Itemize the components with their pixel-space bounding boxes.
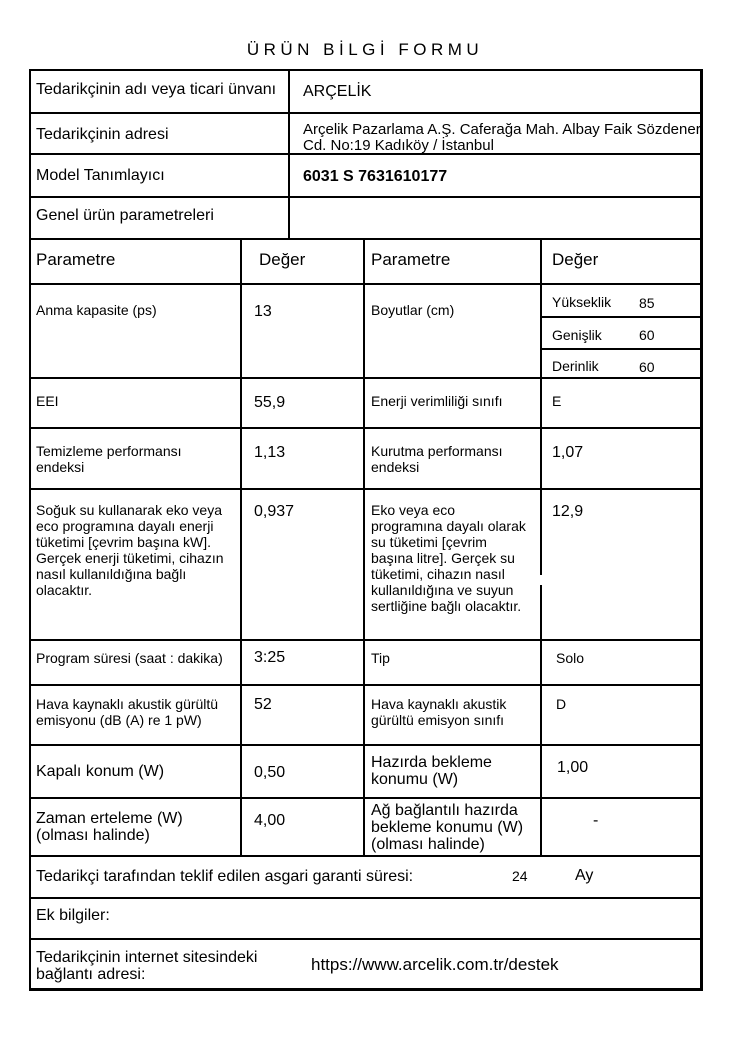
- drying-label: Kurutma performansı: [371, 443, 503, 459]
- divider: [288, 69, 290, 240]
- standby-label: konumu (W): [371, 771, 459, 788]
- capacity-label: Anma kapasite (ps): [36, 302, 157, 318]
- divider: [29, 427, 701, 429]
- standby-value: 1,00: [557, 759, 589, 776]
- height-value: 85: [639, 295, 655, 311]
- network-standby-label: (olması halinde): [371, 836, 485, 853]
- delay-start-label: Zaman erteleme (W): [36, 810, 183, 827]
- noise-emission-label: emisyonu (dB (A) re 1 pW): [36, 712, 202, 728]
- energy-consumption-value: 0,937: [254, 503, 295, 520]
- warranty-unit: Ay: [575, 867, 594, 884]
- website-link[interactable]: https://www.arcelik.com.tr/destek: [311, 955, 559, 974]
- delay-start-value: 4,00: [254, 812, 286, 829]
- water-consumption-label: kullanıldığına ve suyun: [371, 582, 514, 598]
- noise-class-label: Hava kaynaklı akustik: [371, 696, 507, 712]
- water-consumption-label: başına litre]. Gerçek su: [371, 550, 515, 566]
- water-consumption-label: Eko veya eco: [371, 502, 456, 518]
- column-header-param-1: Parametre: [36, 250, 116, 269]
- general-params-label: Genel ürün parametreleri: [36, 207, 214, 224]
- warranty-label: Tedarikçi tarafından teklif edilen asgari garanti süresi:: [36, 868, 414, 885]
- divider: [363, 238, 365, 857]
- energy-consumption-label: Soğuk su kullanarak eko veya: [36, 502, 222, 518]
- supplier-name-label: Tedarikçinin adı veya ticari ünvanı: [36, 81, 277, 98]
- energy-consumption-label: Gerçek enerji tüketimi, cihazın: [36, 550, 224, 566]
- divider: [540, 348, 701, 350]
- website-label: bağlantı adresi:: [36, 966, 146, 983]
- energy-consumption-label: olacaktır.: [36, 582, 93, 598]
- width-label: Genişlik: [552, 327, 602, 343]
- energy-class-value: E: [552, 393, 562, 409]
- network-standby-label: Ağ bağlantılı hazırda: [371, 802, 518, 819]
- noise-class-label: gürültü emisyon sınıfı: [371, 712, 505, 728]
- depth-value: 60: [639, 359, 655, 375]
- divider: [29, 684, 701, 686]
- standby-label: Hazırda bekleme: [371, 754, 492, 771]
- energy-class-label: Enerji verimliliği sınıfı: [371, 393, 503, 409]
- column-header-value-1: Değer: [259, 250, 306, 269]
- divider: [29, 112, 701, 114]
- supplier-name-value: ARÇELİK: [303, 83, 372, 100]
- type-value: Solo: [556, 650, 585, 666]
- network-standby-value: -: [593, 812, 599, 829]
- divider: [29, 196, 701, 198]
- model-value: 6031 S 7631610177: [303, 168, 448, 185]
- divider: [29, 797, 701, 799]
- divider: [29, 639, 701, 641]
- divider: [540, 316, 701, 318]
- eei-value: 55,9: [254, 394, 286, 411]
- type-label: Tip: [371, 650, 390, 666]
- supplier-address-line2: Cd. No:19 Kadıköy / İstanbul: [303, 137, 494, 154]
- cleaning-label: Temizleme performansı: [36, 443, 182, 459]
- divider: [29, 938, 701, 940]
- network-standby-label: bekleme konumu (W): [371, 819, 524, 836]
- page-title: ÜRÜN BİLGİ FORMU: [246, 40, 484, 59]
- divider: [29, 897, 701, 899]
- noise-emission-label: Hava kaynaklı akustik gürültü: [36, 696, 219, 712]
- noise-class-value: D: [556, 696, 567, 712]
- drying-label: endeksi: [371, 459, 420, 475]
- cleaning-label: endeksi: [36, 459, 85, 475]
- divider: [29, 855, 701, 857]
- column-header-param-2: Parametre: [371, 250, 451, 269]
- supplier-address-line1: Arçelik Pazarlama A.Ş. Caferağa Mah. Albay Faik Sözdener: [303, 121, 701, 138]
- delay-start-label: (olması halinde): [36, 827, 150, 844]
- warranty-value: 24: [512, 868, 528, 884]
- model-label: Model Tanımlayıcı: [36, 167, 165, 184]
- divider: [29, 744, 701, 746]
- divider: [29, 488, 701, 490]
- water-consumption-label: su tüketimi [çevrim: [371, 534, 487, 550]
- column-header-value-2: Değer: [552, 250, 599, 269]
- noise-emission-value: 52: [254, 696, 272, 713]
- width-value: 60: [639, 327, 655, 343]
- water-consumption-label: programına dayalı olarak: [371, 518, 526, 534]
- divider: [29, 238, 701, 240]
- cleaning-value: 1,13: [254, 444, 286, 461]
- capacity-value: 13: [254, 303, 272, 320]
- off-mode-label: Kapalı konum (W): [36, 763, 165, 780]
- water-consumption-label: sertliğine bağlı olacaktır.: [371, 598, 522, 614]
- divider: [29, 283, 701, 285]
- program-duration-value: 3:25: [254, 649, 286, 666]
- divider: [540, 238, 542, 575]
- divider: [29, 377, 701, 379]
- supplier-address-label: Tedarikçinin adresi: [36, 126, 169, 143]
- depth-label: Derinlik: [552, 358, 599, 374]
- eei-label: EEI: [36, 393, 59, 409]
- extra-info-label: Ek bilgiler:: [36, 907, 110, 924]
- energy-consumption-label: nasıl kullanıldığına bağlı: [36, 566, 187, 582]
- website-label: Tedarikçinin internet sitesindeki: [36, 949, 258, 966]
- divider: [540, 585, 542, 857]
- divider: [240, 238, 242, 857]
- program-duration-label: Program süresi (saat : dakika): [36, 650, 223, 666]
- drying-value: 1,07: [552, 444, 584, 461]
- water-consumption-value: 12,9: [552, 503, 584, 520]
- energy-consumption-label: eco programına dayalı enerji: [36, 518, 214, 534]
- dimensions-label: Boyutlar (cm): [371, 302, 455, 318]
- height-label: Yükseklik: [552, 294, 612, 310]
- energy-consumption-label: tüketimi [çevrim başına kW].: [36, 534, 212, 550]
- off-mode-value: 0,50: [254, 764, 286, 781]
- water-consumption-label: tüketimi, cihazın nasıl: [371, 566, 505, 582]
